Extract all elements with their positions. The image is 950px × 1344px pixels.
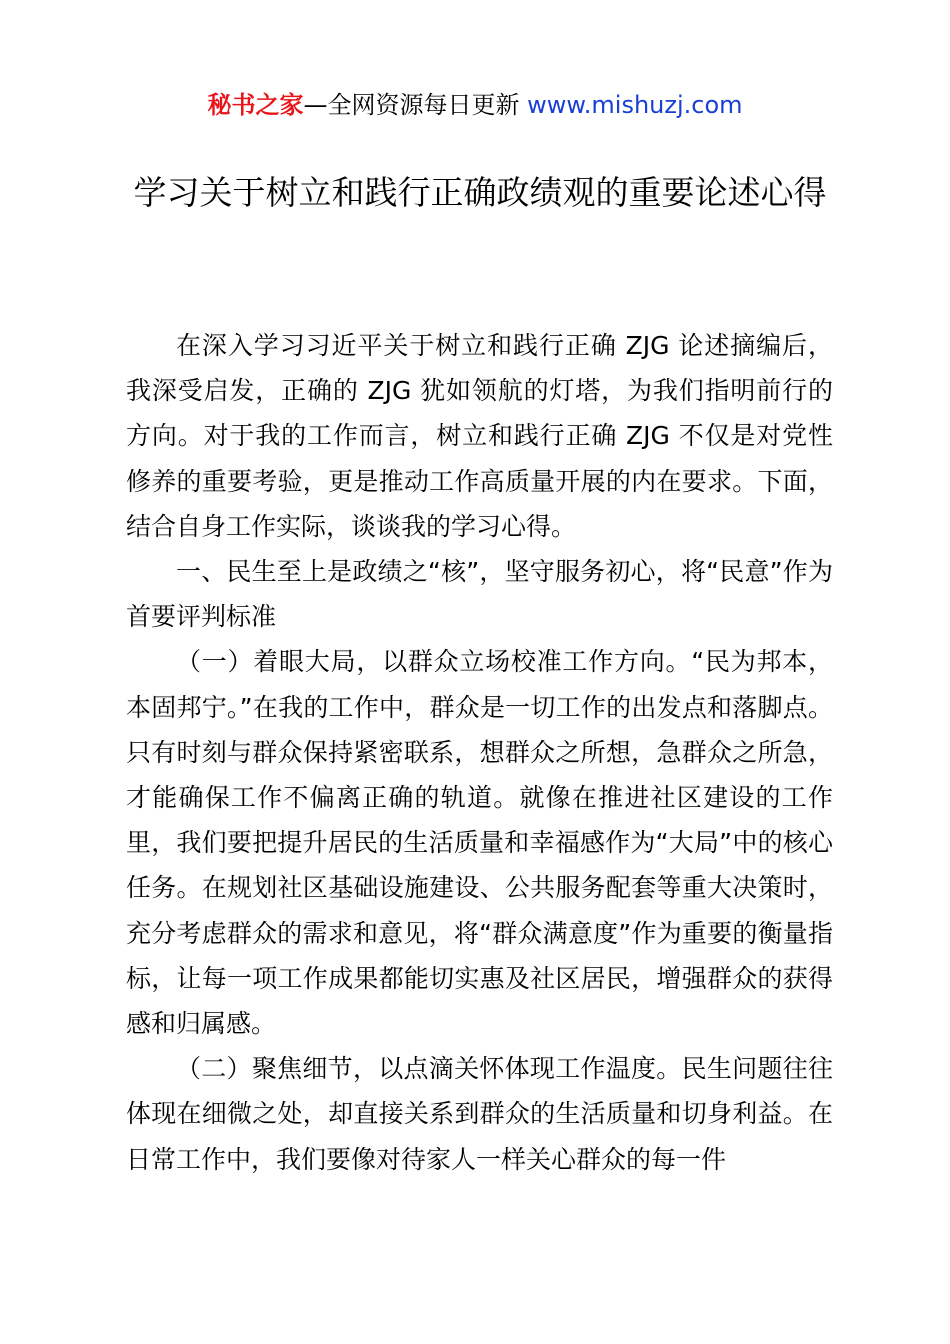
- site-name: 秘书之家: [207, 91, 304, 119]
- document-body: [126, 323, 833, 1182]
- site-tagline: —全网资源每日更新: [303, 91, 528, 119]
- subsection-paragraph-1: （一）着眼大局，以群众立场校准工作方向。“民为邦本，本固邦宁。”在我的工作中，群众是一切工作的出发点和落脚点。只有时刻与群众保持紧密联系，想群众之所想，急群众之所急，才能确保工作不偏离正确的轨道。就像在推进社区建设的工作里，我们要把提升居民的生活质量和幸福感作为“大局”中的核心任务。在规划社区基础设施建设、公共服务配套等重大决策时，充分考虑群众的需求和意见，将“群众满意度”作为重要的衡量指标，让每一项工作成果都能切实惠及社区居民，增强群众的获得感和归属感。: [126, 647, 833, 1039]
- section-heading-1: 一、民生至上是政绩之“核”，坚守服务初心，将“民意”作为首要评判标准: [126, 557, 833, 632]
- site-header: [0, 88, 950, 122]
- intro-paragraph: 在深入学习习近平关于树立和践行正确 ZJG 论述摘编后，我深受启发，正确的 ZJG 犹如领航的灯塔，为我们指明前行的方向。对于我的工作而言，树立和践行正确 ZJG 不仅是对党性修养的重要考验，更是推动工作高质量开展的内在要求。下面，结合自身工作实际，谈谈我的学习心得。: [126, 331, 833, 541]
- document-title: 学习关于树立和践行正确政绩观的重要论述心得: [133, 173, 827, 212]
- site-url-link[interactable]: www.mishuzj.com: [527, 91, 743, 119]
- subsection-paragraph-2: （二）聚焦细节，以点滴关怀体现工作温度。民生问题往往体现在细微之处，却直接关系到群众的生活质量和切身利益。在日常工作中，我们要像对待家人一样关心群众的每一件: [126, 1054, 833, 1174]
